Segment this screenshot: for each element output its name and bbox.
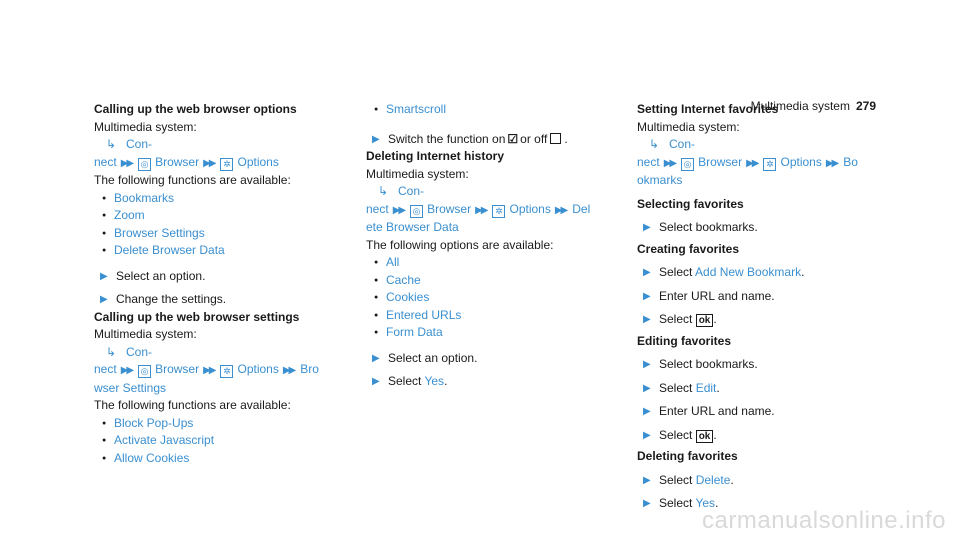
- step-text: Select: [659, 427, 693, 442]
- chevron-icon: ▶▶: [203, 365, 215, 376]
- step-arrow-icon: ▶: [643, 429, 651, 441]
- step-text: Select bookmarks.: [659, 357, 758, 371]
- step: [94, 268, 339, 286]
- list-item[interactable]: ● All: [374, 254, 616, 272]
- path-options[interactable]: Options: [237, 362, 279, 376]
- step-text: Select: [659, 265, 693, 279]
- chevron-icon: ▶▶: [663, 157, 676, 169]
- watermark: carmanualsonline.info: [702, 506, 946, 534]
- step-arrow-icon: ▶: [643, 474, 651, 486]
- path-connect-cont[interactable]: nect: [94, 362, 117, 376]
- heading-delete-history: Deleting Internet history: [366, 149, 505, 163]
- step-arrow-icon: ▶: [643, 290, 651, 302]
- list-item[interactable]: ● Block Pop-Ups: [102, 415, 339, 433]
- heading-creating-favorites: Creating favorites: [637, 241, 740, 256]
- step-text: Select an option.: [116, 268, 206, 283]
- intro-text: The following options are available:: [366, 237, 554, 252]
- menu-path: [94, 136, 339, 154]
- path-arrow-icon: ↳: [649, 137, 660, 151]
- step-arrow-icon: ▶: [372, 376, 380, 387]
- list-item[interactable]: ● Allow Cookies: [102, 450, 339, 468]
- multimedia-system-label: Multimedia system:: [94, 119, 197, 134]
- step: [94, 291, 339, 309]
- menu-path-cont: [637, 154, 897, 173]
- step-text: Switch the function on: [388, 131, 506, 146]
- path-options[interactable]: Options: [780, 154, 822, 169]
- globe-icon: ◎: [410, 205, 423, 218]
- heading-browser-options: Calling up the web browser options: [94, 102, 297, 116]
- ok-key-icon: ok: [696, 430, 714, 443]
- chevron-icon: ▶▶: [475, 204, 487, 216]
- step: ▶ Switch the function on ☑ or off .: [366, 131, 616, 149]
- step-arrow-icon: ▶: [643, 406, 651, 417]
- step-text: Select: [659, 496, 693, 510]
- delete-link[interactable]: Delete: [695, 472, 731, 487]
- heading-deleting-favorites: Deleting favorites: [637, 449, 738, 463]
- settings-list: [94, 415, 339, 468]
- path-arrow-icon: ↳: [106, 344, 117, 359]
- checkbox-checked-icon: ☑: [507, 131, 519, 146]
- header-title: Multimedia system: [750, 99, 850, 113]
- options-list: [94, 190, 339, 260]
- path-connect[interactable]: Con-: [126, 344, 153, 359]
- page-number: 279: [855, 99, 876, 113]
- path-browser[interactable]: Browser: [155, 362, 200, 376]
- step-text: Change the settings.: [116, 292, 227, 306]
- path-arrow-icon: ↳: [106, 137, 117, 151]
- path-options[interactable]: Options: [509, 201, 551, 216]
- path-bookmarks[interactable]: Bo: [843, 154, 858, 169]
- step-text: Select: [659, 380, 693, 395]
- step-arrow-icon: ▶: [643, 382, 651, 394]
- chevron-icon: ▶▶: [120, 157, 133, 169]
- step-text: Enter URL and name.: [659, 404, 775, 418]
- step: ▶ Select Yes.: [366, 373, 616, 391]
- multimedia-system-label: Multimedia system:: [94, 327, 197, 341]
- path-connect[interactable]: Con-: [398, 184, 425, 198]
- step: ▶ Select ok .: [637, 311, 897, 329]
- step: [637, 219, 897, 237]
- heading-favorites: Setting Internet favorites: [637, 102, 779, 116]
- step-text: Enter URL and name.: [659, 288, 775, 303]
- step: [366, 350, 616, 368]
- chevron-icon: ▶▶: [554, 204, 567, 216]
- chevron-icon: ▶▶: [746, 157, 758, 169]
- step-text: Select bookmarks.: [659, 220, 758, 234]
- step-arrow-icon: ▶: [100, 270, 108, 282]
- step: ▶ Select Edit.: [637, 380, 897, 398]
- add-new-bookmark-link[interactable]: Add New Bookmark: [695, 265, 802, 279]
- list-item[interactable]: ● Activate Javascript: [102, 432, 339, 450]
- step: ▶ Select Add New Bookmark.: [637, 264, 897, 282]
- heading-selecting-favorites: Selecting favorites: [637, 196, 744, 211]
- path-connect[interactable]: Con-: [669, 137, 696, 151]
- delete-options-list: [366, 254, 616, 342]
- list-item[interactable]: ● Browser Settings: [102, 225, 339, 243]
- path-arrow-icon: ↳: [378, 184, 389, 198]
- chevron-icon: ▶▶: [120, 365, 133, 376]
- ok-key-icon: ok: [696, 314, 714, 327]
- list-item[interactable]: ● Entered URLs: [374, 307, 616, 325]
- edit-link[interactable]: Edit: [695, 380, 717, 395]
- step-text: Select an option.: [388, 350, 478, 365]
- list-item[interactable]: ● Form Data: [374, 324, 616, 342]
- list-item[interactable]: ● Smartscroll: [374, 101, 616, 119]
- step: ▶ Select ok .: [637, 427, 897, 445]
- heading-editing-favorites: Editing favorites: [637, 333, 732, 348]
- settings-list-cont: [366, 101, 616, 119]
- path-browser-settings-cont[interactable]: wser Settings: [94, 380, 167, 395]
- list-item[interactable]: ● Cookies: [374, 289, 616, 307]
- path-browser-settings[interactable]: Bro: [300, 362, 319, 376]
- step-arrow-icon: ▶: [643, 267, 651, 278]
- path-browser[interactable]: Browser: [698, 154, 743, 169]
- step-text: Select: [659, 472, 693, 487]
- path-connect[interactable]: Con-: [126, 137, 153, 151]
- step-arrow-icon: ▶: [100, 294, 108, 305]
- multimedia-system-label: Multimedia system:: [637, 119, 740, 134]
- column-2: [366, 101, 616, 391]
- chevron-icon: ▶▶: [282, 365, 295, 376]
- menu-path: [637, 136, 897, 154]
- step: ▶ Select Delete.: [637, 472, 897, 490]
- heading-browser-settings: Calling up the web browser settings: [94, 309, 300, 324]
- path-connect-cont[interactable]: nect: [637, 154, 660, 169]
- list-item[interactable]: ● Delete Browser Data: [102, 242, 339, 260]
- globe-icon: ◎: [138, 365, 151, 378]
- chevron-icon: ▶▶: [825, 157, 838, 169]
- menu-path: [94, 344, 339, 362]
- globe-icon: ◎: [138, 158, 151, 171]
- step-arrow-icon: ▶: [643, 359, 651, 370]
- menu-path-cont: [366, 201, 616, 220]
- path-connect-cont[interactable]: nect: [94, 154, 117, 169]
- step: [637, 403, 897, 421]
- column-3: [637, 101, 897, 513]
- step-arrow-icon: ▶: [372, 352, 380, 364]
- path-delete-data[interactable]: Del: [572, 201, 591, 216]
- step: ▶ Select Yes.: [637, 495, 897, 513]
- gear-icon: ✲: [492, 205, 505, 218]
- path-bookmarks-cont[interactable]: okmarks: [637, 173, 683, 187]
- intro-text: The following functions are available:: [94, 398, 291, 412]
- chevron-icon: ▶▶: [203, 157, 215, 169]
- path-browser[interactable]: Browser: [427, 201, 472, 216]
- step-text: Select: [388, 374, 422, 388]
- list-item[interactable]: ● Cache: [374, 272, 616, 290]
- menu-path-cont: [94, 361, 339, 380]
- path-delete-data-cont[interactable]: ete Browser Data: [366, 220, 459, 234]
- path-connect-cont[interactable]: nect: [366, 201, 389, 216]
- step-arrow-icon: ▶: [643, 498, 651, 509]
- step-arrow-icon: ▶: [643, 314, 651, 325]
- step: [637, 288, 897, 306]
- step-text-mid: or off: [520, 131, 548, 146]
- menu-path-cont: [94, 154, 339, 173]
- gear-icon: ✲: [220, 365, 233, 378]
- chevron-icon: ▶▶: [392, 204, 405, 216]
- list-item[interactable]: ● Bookmarks: [102, 190, 339, 208]
- list-item[interactable]: ● Zoom: [102, 207, 339, 225]
- step: [637, 356, 897, 374]
- path-options[interactable]: Options: [237, 154, 279, 169]
- globe-icon: ◎: [681, 158, 694, 171]
- column-1: [94, 101, 339, 467]
- multimedia-system-label: Multimedia system:: [366, 166, 469, 181]
- intro-text: The following functions are available:: [94, 173, 291, 187]
- gear-icon: ✲: [220, 158, 233, 171]
- yes-link[interactable]: Yes: [424, 374, 445, 388]
- step-arrow-icon: ▶: [372, 133, 380, 145]
- checkbox-empty-icon: [550, 133, 561, 144]
- path-browser[interactable]: Browser: [155, 154, 200, 169]
- step-text: Select: [659, 312, 693, 326]
- yes-link[interactable]: Yes: [695, 496, 716, 510]
- step-arrow-icon: ▶: [643, 222, 651, 233]
- menu-path: [366, 183, 616, 201]
- gear-icon: ✲: [763, 158, 776, 171]
